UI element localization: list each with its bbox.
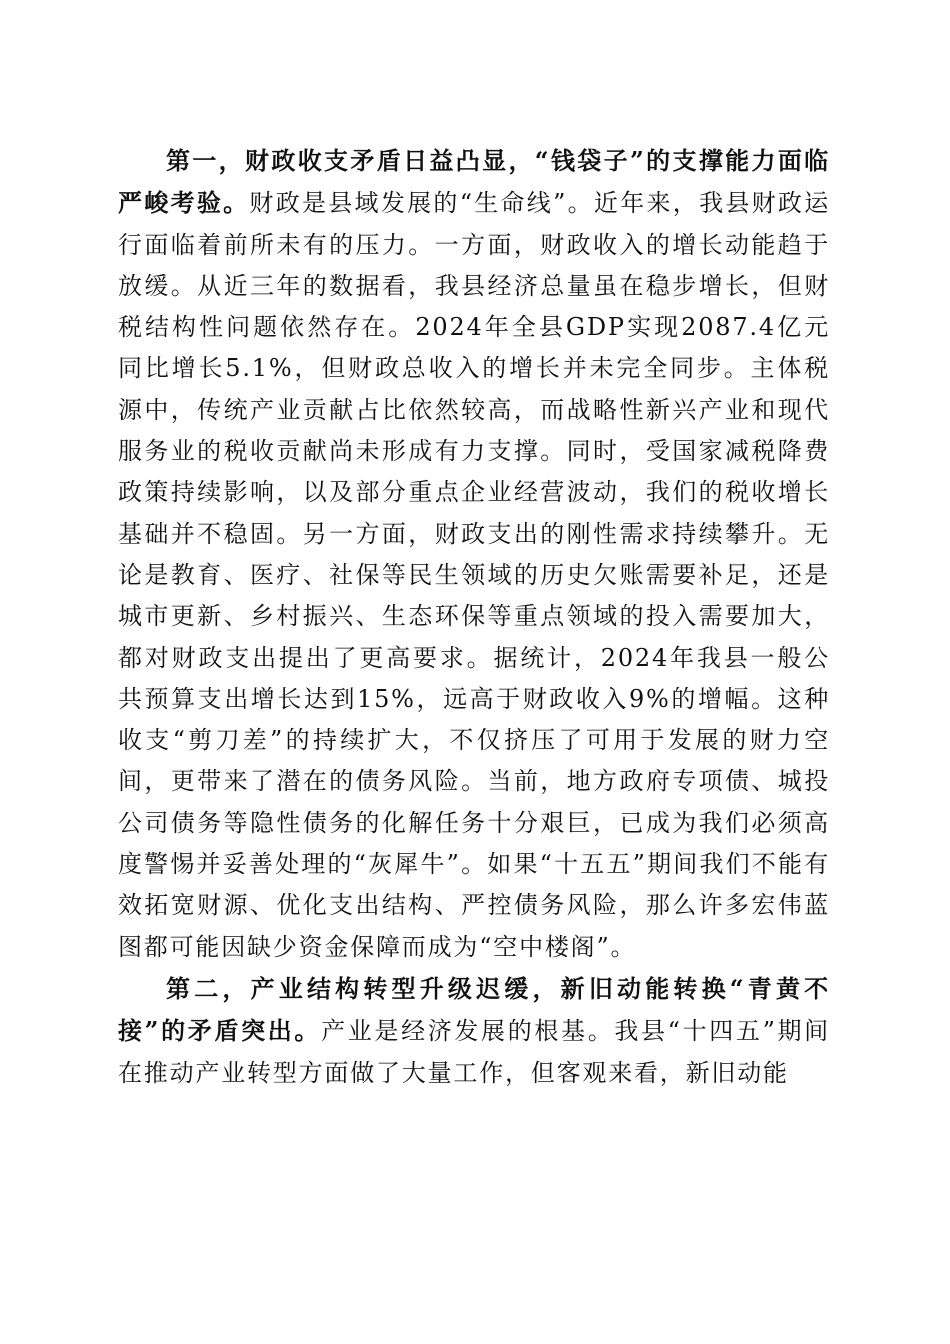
paragraph-1-heading: 第一，财政收支矛盾日益凸显，“钱袋子”的支撑能力面临严峻考验。 xyxy=(118,146,830,218)
paragraph-2-text: 产业是经济发展的根基。我县“十四五”期间在推动产业转型方面做了大量工作，但客观来看，新旧动能 xyxy=(118,1017,830,1087)
paragraph-1 xyxy=(118,140,830,968)
paragraph-1-text: 财政是县域发展的“生命线”。近年来，我县财政运行面临着前所未有的压力。一方面，财政收入的增长动能趋于放缓。从近三年的数据看，我县经济总量虽在稳步增长，但财税结构性问题依然存在。2024年全县GDP实现2087.4亿元同比增长5.1%，但财政总收入的增长并未完全同步。主体税源中，传统产业贡献占比依然较高，而战略性新兴产业和现代服务业的税收贡献尚未形成有力支撑。同时，受国家减税降费政策持续影响，以及部分重点企业经营波动，我们的税收增长基础并不稳固。另一方面，财政支出的刚性需求持续攀升。无论是教育、医疗、社保等民生领域的历史欠账需要补足，还是城市更新、乡村振兴、生态环保等重点领域的投入需要加大，都对财政支出提出了更高要求。据统计，2024年我县一般公共预算支出增长达到15%，远高于财政收入9%的增幅。这种收支“剪刀差”的持续扩大，不仅挤压了可用于发展的财力空间，更带来了潜在的债务风险。当前，地方政府专项债、城投公司债务等隐性债务的化解任务十分艰巨，已成为我们必须高度警惕并妥善处理的“灰犀牛”。如果“十五五”期间我们不能有效拓宽财源、优化支出结构、严控债务风险，那么许多宏伟蓝图都可能因缺少资金保障而成为“空中楼阁”。 xyxy=(118,189,831,961)
paragraph-2 xyxy=(118,968,830,1094)
document-body xyxy=(118,140,830,1094)
paragraph-2-heading: 第二，产业结构转型升级迟缓，新旧动能转换“青黄不接”的矛盾突出。 xyxy=(118,973,830,1046)
